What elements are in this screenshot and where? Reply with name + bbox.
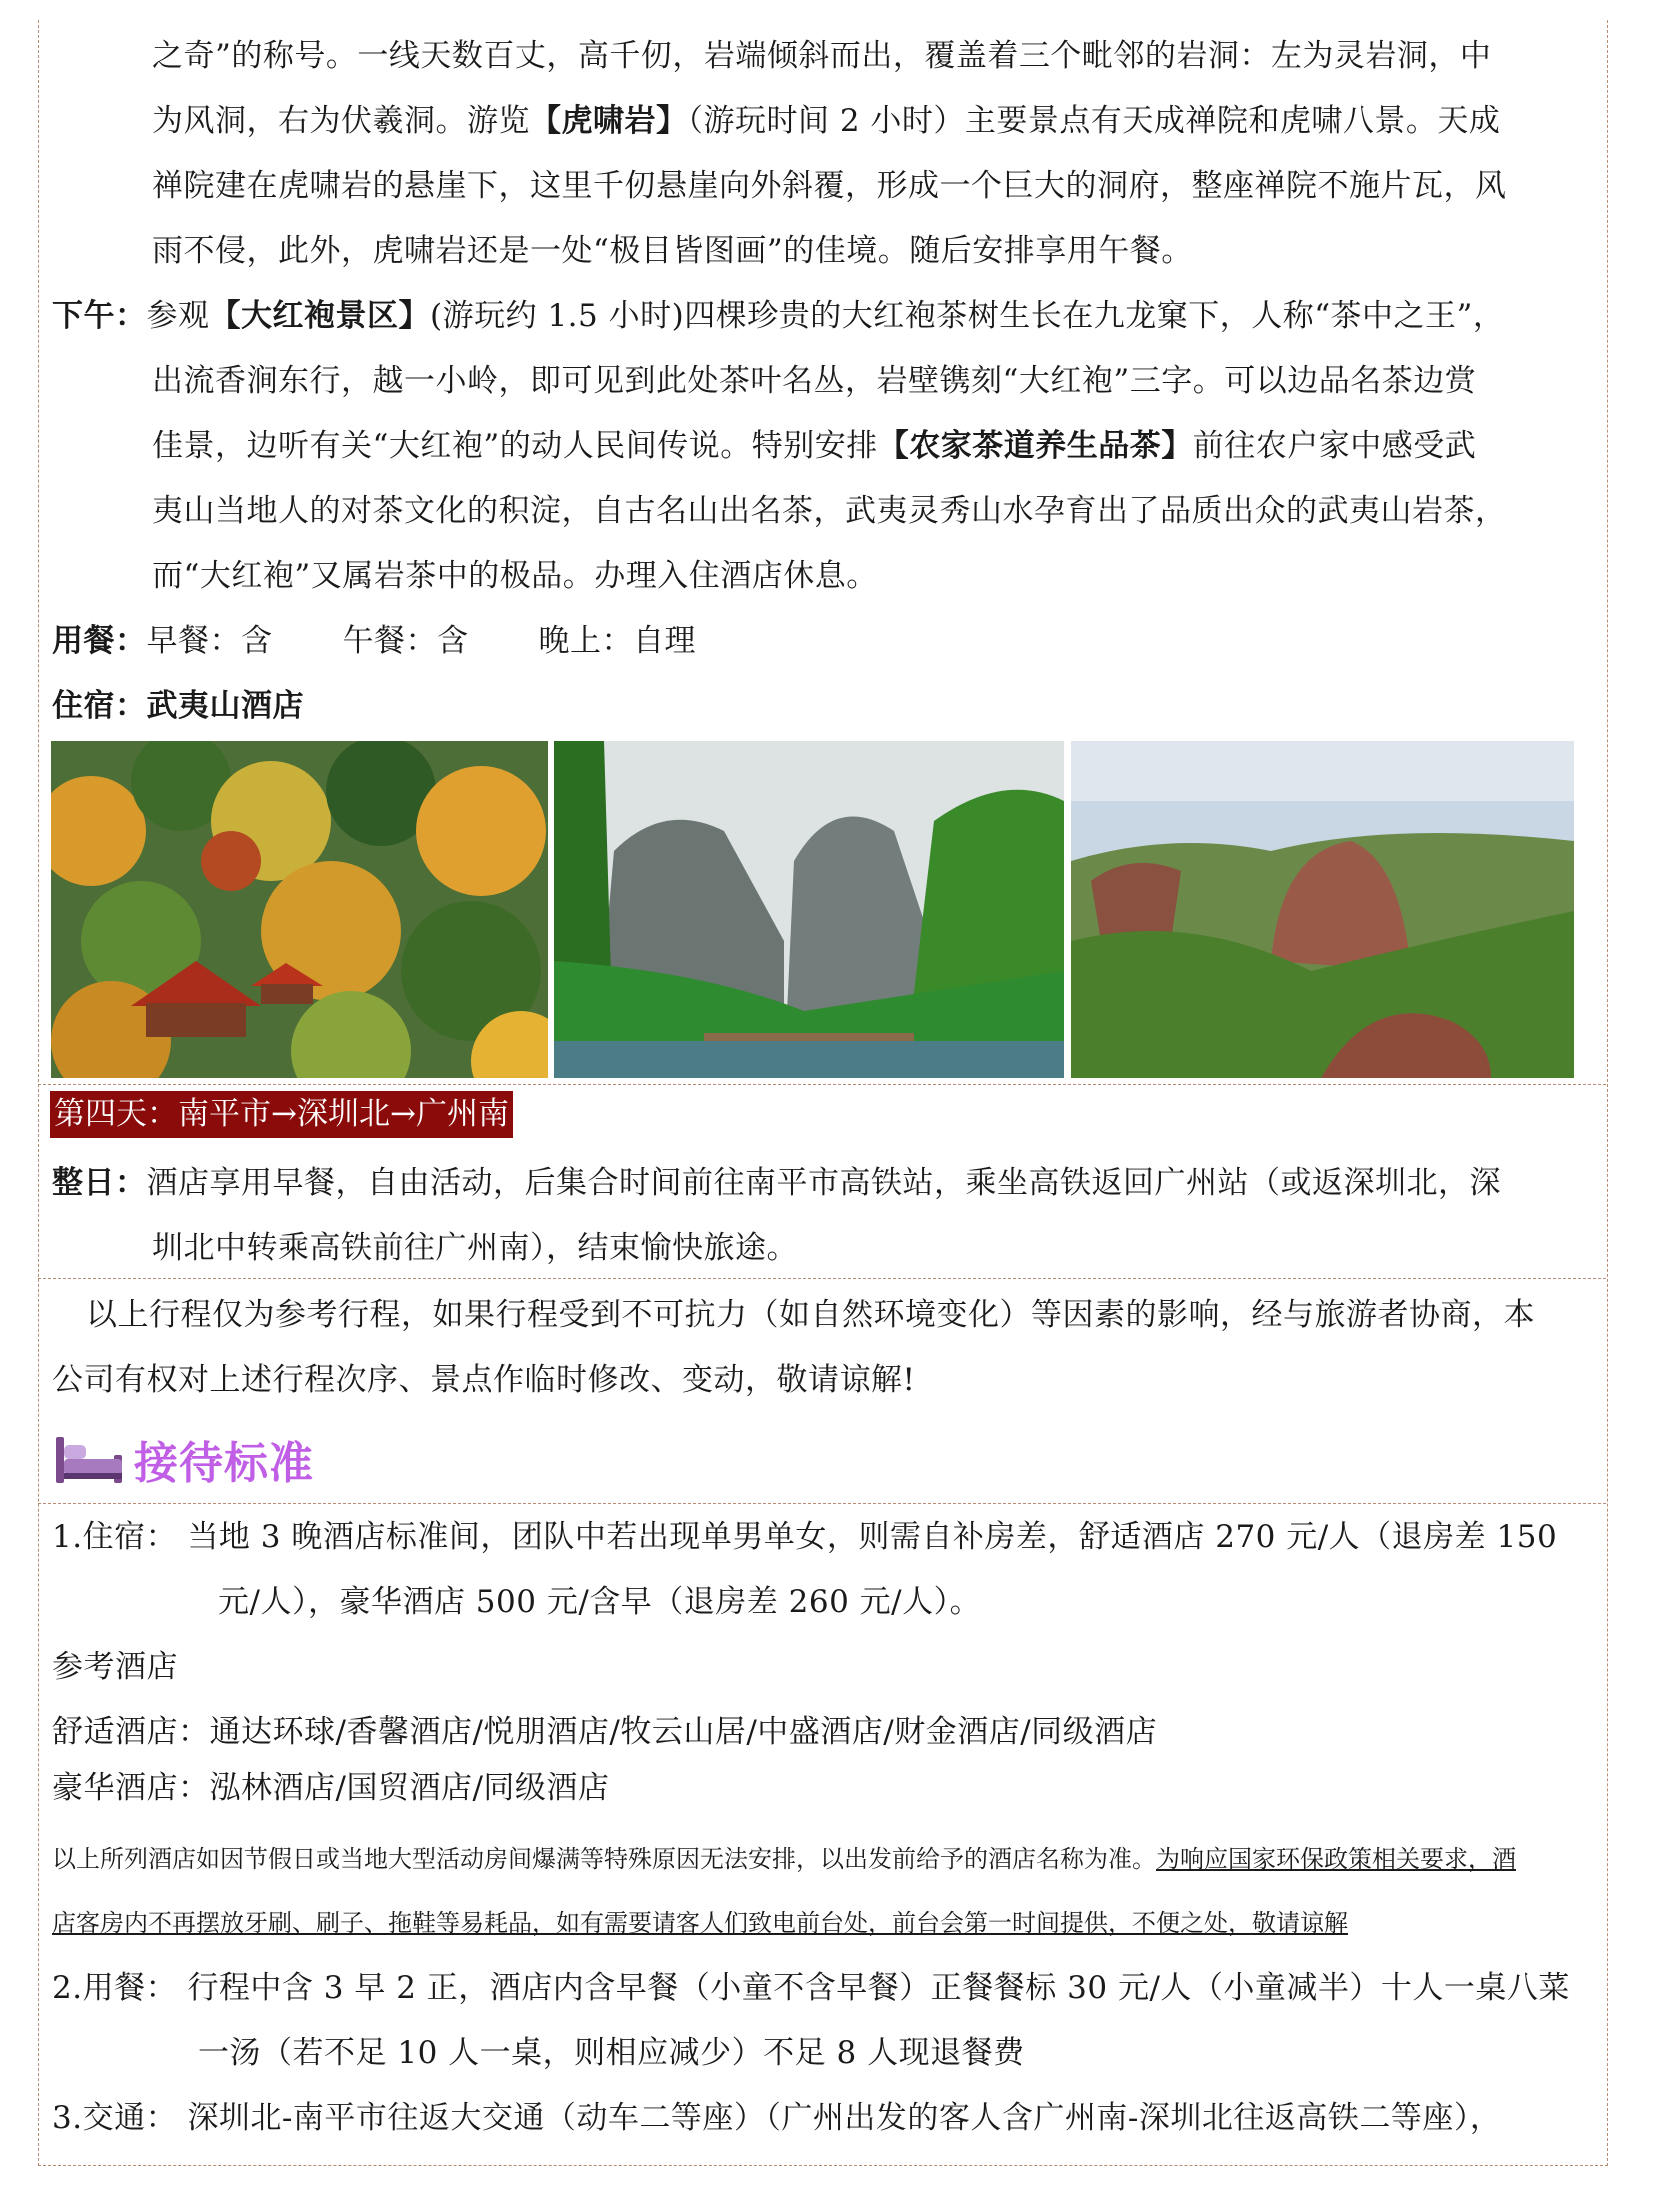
day4-line-1: 整日：酒店享用早餐，自由活动，后集合时间前往南平市高铁站，乘坐高铁返回广州站（或返深圳北，深 [52,1165,1501,1201]
lodging-line-2: 元/人），豪华酒店 500 元/含早（退房差 260 元/人）。 [218,1584,982,1620]
ref-hotels-title: 参考酒店 [52,1649,178,1685]
intro-line-4: 雨不侵，此外，虎啸岩还是一处“极目皆图画”的佳境。随后安排享用午餐。 [152,233,1193,269]
day4-header: 第四天：南平市→深圳北→广州南 [50,1091,513,1138]
divider [38,1084,1606,1085]
meals-standard-line-2: 一汤（若不足 10 人一桌，则相应减少）不足 8 人现退餐费 [198,2035,1025,2071]
fine-print-2: 店客房内不再摆放牙刷、刷子、拖鞋等易耗品，如有需要请客人们致电前台处，前台会第一时间提供，不便之处，敬请谅解 [52,1909,1348,1937]
stay-row: 住宿：武夷山酒店 [52,688,304,724]
luxury-hotels: 豪华酒店：泓林酒店/国贸酒店/同级酒店 [52,1770,610,1806]
lodging-line-1: 1.住宿： 当地 3 晚酒店标准间，团队中若出现单男单女，则需自补房差，舒适酒店 270 元/人（退房差 150 [52,1519,1558,1555]
afternoon-line-2: 出流香涧东行，越一小岭，即可见到此处茶叶名丛，岩壁镌刻“大红袍”三字。可以边品名茶边赏 [152,363,1477,399]
notice-line-1: 以上行程仅为参考行程，如果行程受到不可抗力（如自然环境变化）等因素的影响，经与旅游者协商，本 [86,1297,1535,1333]
afternoon-label: 下午： [52,298,147,334]
highlight-dahongpao: 【大红袍景区】 [209,298,430,334]
afternoon-line-3: 佳景，边听有关“大红袍”的动人民间传说。特别安排【农家茶道养生品茶】前往农户家中感受武 [152,428,1477,464]
meals-row: 用餐：早餐：含 午餐：含 晚上：自理 [52,623,696,659]
section-title: 接待标准 [52,1427,314,1491]
afternoon-line-1: 下午：参观【大红袍景区】(游玩约 1.5 小时)四棵珍贵的大红袍茶树生长在九龙窠下，人称“茶中之王”， [52,298,1505,334]
afternoon-line-5: 而“大红袍”又属岩茶中的极品。办理入住酒店休息。 [152,558,878,594]
day4-line-2: 圳北中转乘高铁前往广州南），结束愉快旅途。 [152,1230,798,1266]
photo-river-gorge [554,741,1064,1078]
afternoon-line-4: 夷山当地人的对茶文化的积淀，自古名山出名茶，武夷灵秀山水孕育出了品质出众的武夷山岩茶， [152,493,1507,529]
highlight-huxiaoyan: 【虎啸岩】 [530,103,688,139]
notice-line-2: 公司有权对上述行程次序、景点作临时修改、变动，敬请谅解! [52,1362,916,1398]
intro-line-2: 为风洞，右为伏羲洞。游览【虎啸岩】（游玩时间 2 小时）主要景点有天成禅院和虎啸八景。天成 [152,103,1501,139]
meals-standard-line-1: 2.用餐： 行程中含 3 早 2 正，酒店内含早餐（小童不含早餐）正餐餐标 30 元/人（小童减半）十人一桌八菜 [52,1970,1570,2006]
divider [38,1278,1606,1279]
divider [38,1503,1606,1504]
photo-temple-autumn [51,741,548,1078]
highlight-tea: 【农家茶道养生品茶】 [877,428,1193,464]
bed-icon [52,1429,126,1489]
transport-line-1: 3.交通： 深圳北-南平市往返大交通（动车二等座）（广州出发的客人含广州南-深圳北往返高铁二等座）， [52,2100,1502,2136]
intro-line-1: 之奇”的称号。一线天数百丈，高千仞，岩端倾斜而出，覆盖着三个毗邻的岩洞：左为灵岩洞，中 [152,38,1492,74]
intro-line-3: 禅院建在虎啸岩的悬崖下，这里千仞悬崖向外斜覆，形成一个巨大的洞府，整座禅院不施片瓦，风 [152,168,1507,204]
photo-red-cliffs [1071,741,1574,1078]
comfort-hotels: 舒适酒店：通达环球/香馨酒店/悦朋酒店/牧云山居/中盛酒店/财金酒店/同级酒店 [52,1714,1158,1750]
fine-print-1: 以上所列酒店如因节假日或当地大型活动房间爆满等特殊原因无法安排，以出发前给予的酒店名称为准。为响应国家环保政策相关要求，酒 [52,1845,1516,1873]
